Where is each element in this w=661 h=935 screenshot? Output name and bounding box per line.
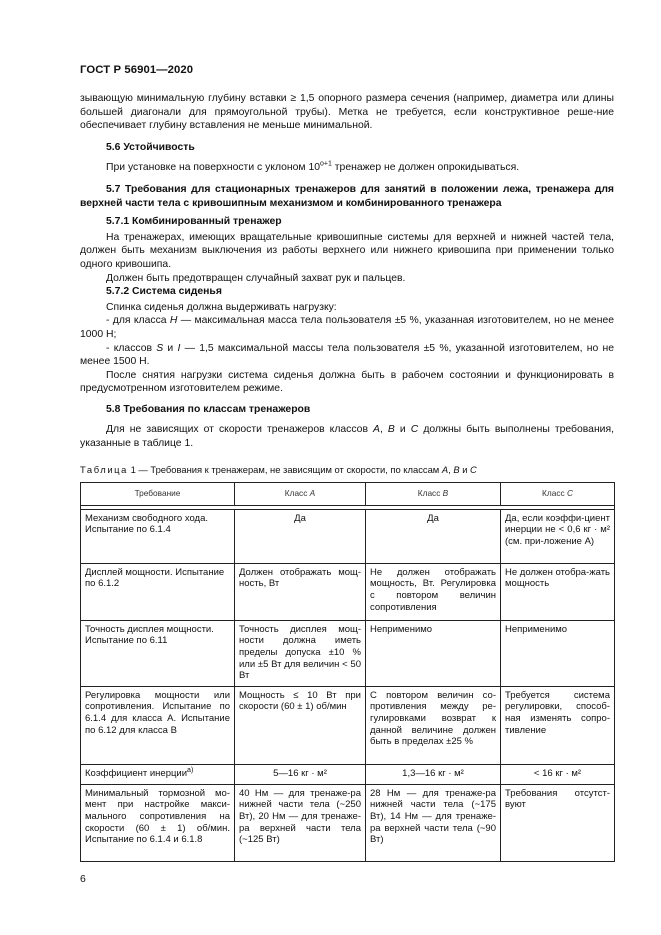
cell-class-c: Требуется система регулировки, способ-ная изменять сопро-тивление (501, 686, 615, 764)
class-req-comma: , (379, 424, 388, 436)
caption-comma: , (448, 463, 454, 475)
cell-class-b: Неприменимо (366, 620, 501, 686)
class-b-letter: B (387, 424, 395, 436)
table-header-row (81, 483, 615, 506)
class-req-pre: Для не зависящих от скорости тренажеров классов (106, 424, 374, 436)
cell-class-a: 40 Нм — для тренаже-ра нижней части тела (~250 Вт), 20 Нм — для тренаже-ра верхней части тела (~125 Вт) (235, 784, 366, 861)
paragraph-stability (80, 161, 614, 175)
cell-class-c: Требования отсутст-вуют (501, 784, 615, 861)
table-row (81, 784, 615, 861)
header-class-c (501, 483, 615, 506)
class-i-letter: I (177, 342, 181, 354)
cell-class-c: < 16 кг · м² (501, 764, 615, 784)
header-class-c-label: Класс (542, 488, 567, 499)
list-item-h-post: — максимальная масса тела пользователя ±5 %, указанная изготовителем, но не менее 1000 Н; (80, 315, 614, 340)
header-class-a-letter: A (309, 488, 316, 499)
list-item-si-post: — 1,5 максимальной массы тела пользователя ±5 %, указанной изготовителем, но не менее 1500 Н. (80, 342, 615, 368)
cell-requirement: Регулировка мощности или сопротивления. Испытание по 6.1.4 для класса A. Испытание по 6.12 для класса B (81, 686, 235, 764)
class-h-letter: H (169, 315, 178, 327)
table-row (81, 686, 615, 764)
cell-class-b: Да (366, 509, 501, 563)
cell-class-b: 1,3—16 кг · м² (366, 764, 501, 784)
paragraph-seat-load: Спинка сиденья должна выдерживать нагрузку: (106, 301, 337, 313)
cell-class-c: Неприменимо (501, 620, 615, 686)
table-row (81, 509, 615, 563)
table-row (81, 620, 615, 686)
section-heading-5-7: 5.7 Требования для стационарных тренажеров для занятий в положении лежа, тренажера для верхней части тела с кривошипным механизмом и комбинированного тренажера (80, 183, 614, 209)
stability-text-post: тренажер не должен опрокидываться. (331, 162, 520, 174)
cell-class-a: Да (235, 509, 366, 563)
header-class-a (235, 483, 366, 506)
footnote-marker: a) (187, 766, 194, 774)
list-item-class-h (80, 314, 614, 341)
paragraph-finger-protection: Должен быть предотвращен случайный захват рук и пальцев. (106, 272, 406, 284)
cell-requirement: Минимальный тормозной мо-мент при настройке макси-мального сопротивления на скорости (60 ± 1) об/мин. Испытание по 6.1.4 и 6.1.8 (81, 784, 235, 861)
requirements-table (80, 482, 615, 862)
table-caption-word: Таблица (80, 463, 128, 475)
cell-class-c: Не должен отобра-жать мощность (501, 563, 615, 620)
slope-superscript: о+1 (320, 160, 332, 168)
class-req-and: и (394, 424, 411, 436)
cell-requirement: Дисплей мощности. Испытание по 6.1.2 (81, 563, 235, 620)
cell-class-a: 5—16 кг · м² (235, 764, 366, 784)
caption-class-c: C (470, 463, 477, 475)
caption-and: и (459, 463, 471, 475)
document-header: ГОСТ Р 56901—2020 (80, 64, 194, 76)
caption-class-a: A (441, 463, 449, 475)
class-a-letter: A (373, 424, 380, 436)
header-class-b-label: Класс (417, 488, 443, 499)
caption-class-b: B (453, 463, 460, 475)
table-caption (80, 463, 614, 477)
list-item-h-pre: - для класса (106, 315, 170, 327)
cell-class-b: 28 Нм — для тренаже-ра нижней части тела (~175 Вт), 14 Нм — для тренаже-ра верхней части тела (~90 Вт) (366, 784, 501, 861)
cell-requirement: Механизм свободного хода. Испытание по 6.1.4 (81, 509, 235, 563)
list-item-si-pre: - классов (106, 342, 157, 354)
table-caption-pre: 1 — Требования к тренажерам, не зависящим от скорости, по классам (127, 463, 442, 475)
cell-class-a: Должен отображать мощ-ность, Вт (235, 563, 366, 620)
class-req-post: должны быть выполнены требования, указанные в таблице 1. (80, 424, 615, 450)
section-heading-5-8: 5.8 Требования по классам тренажеров (106, 403, 311, 415)
header-class-b-letter: B (442, 488, 449, 499)
list-item-si-and: и (163, 342, 178, 354)
cell-class-b: Не должен отображать мощность, Вт. Регулировка с повтором величин сопротивления (366, 563, 501, 620)
cell-class-c: Да, если коэффи-циент инерции не < 0,6 кг · м² (см. при-ложение А) (501, 509, 615, 563)
section-heading-5-7-1: 5.7.1 Комбинированный тренажер (106, 216, 282, 228)
paragraph-class-requirements (80, 423, 614, 450)
document-body (80, 92, 614, 862)
table-row (81, 764, 615, 784)
header-class-c-letter: C (566, 488, 573, 499)
header-class-a-label: Класс (284, 488, 310, 499)
cell-class-a: Точность дисплея мощ-ности должна иметь пределы допуска ±10 % или ±5 Вт для величин < 50 Вт (235, 620, 366, 686)
cell-requirement (81, 764, 235, 784)
cell-class-a: Мощность ≤ 10 Вт при скорости (60 ± 1) об/мин (235, 686, 366, 764)
class-c-letter: C (410, 424, 419, 436)
section-heading-5-6: 5.6 Устойчивость (106, 141, 195, 153)
header-class-b (366, 483, 501, 506)
stability-text-pre: При установке на поверхности с уклоном 10 (106, 162, 321, 174)
header-requirement: Требование (81, 483, 235, 506)
section-heading-5-7-2: 5.7.2 Система сиденья (106, 286, 222, 298)
class-s-letter: S (156, 342, 164, 354)
page-number: 6 (80, 874, 86, 885)
paragraph-seat-after-load: После снятия нагрузки система сиденья должна быть в рабочем состоянии и функционировать в предусмотренном изготовителем режиме. (80, 369, 614, 395)
paragraph-continuation: зывающую минимальную глубину вставки ≥ 1,5 опорного размера сечения (например, диаметра или длины большей диагонали для прямоугольной трубы). Метка не требуется, если конструктивное реше-ние обеспечивает глубину вставления не меньше минимальной. (80, 93, 614, 132)
paragraph-combined-trainer: На тренажерах, имеющих вращательные кривошипные системы для верхней и нижней частей тела, должен быть механизм выключения из работы верхнего или нижнего кривошипа при применении только одного кривошипа. (80, 231, 614, 270)
table-row (81, 563, 615, 620)
cell-class-b: С повтором величин со-противления между ре-гулировками возврат к данной величине должен быть в пределах ±25 % (366, 686, 501, 764)
list-item-class-s-i (80, 342, 614, 369)
cell-requirement-text: Коэффициент инерции (85, 767, 188, 779)
cell-requirement: Точность дисплея мощности. Испытание по 6.11 (81, 620, 235, 686)
